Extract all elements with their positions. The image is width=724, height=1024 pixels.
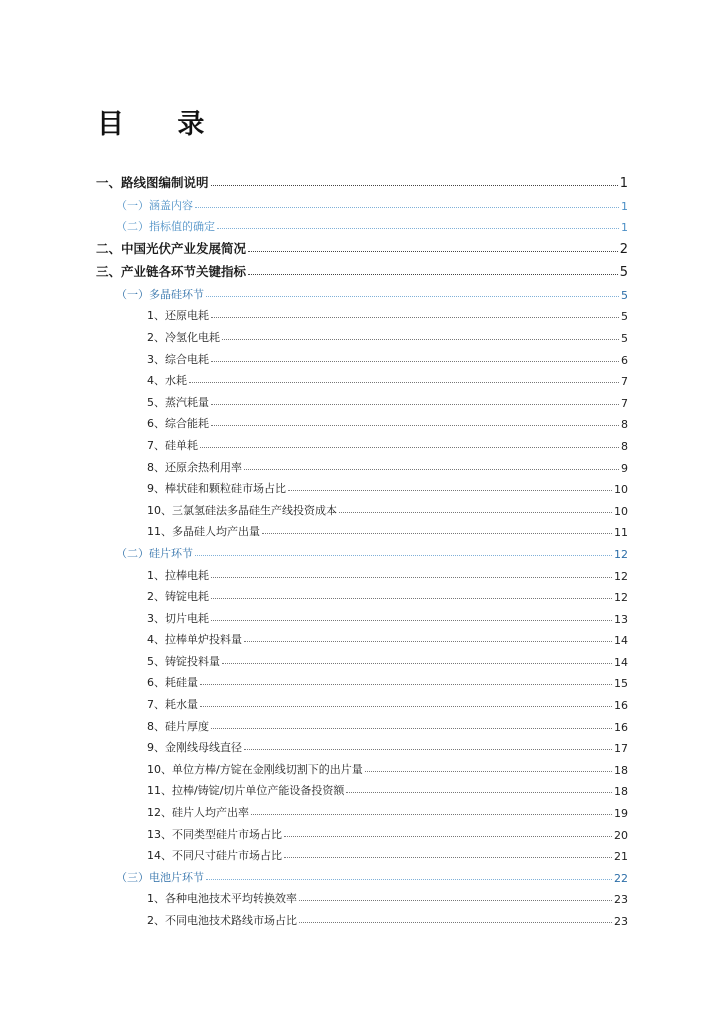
toc-entry-page-number: 5 <box>621 310 628 324</box>
toc-entry-level-3[interactable] <box>96 453 628 475</box>
toc-entry-label: 14、不同尺寸硅片市场占比 <box>147 849 282 863</box>
toc-entry-label: 6、综合能耗 <box>147 417 209 431</box>
toc-entry-level-3[interactable] <box>96 647 628 669</box>
dot-leader <box>262 532 612 534</box>
dot-leader <box>189 381 619 383</box>
dot-leader <box>200 446 619 448</box>
toc-entry-label: 一、路线图编制说明 <box>96 175 209 190</box>
toc-entry-label: 10、单位方棒/方锭在金刚线切割下的出片量 <box>147 762 363 776</box>
toc-entry-page-number: 5 <box>621 288 628 302</box>
toc-entry-page-number: 16 <box>614 699 628 713</box>
dot-leader <box>251 813 612 815</box>
dot-leader <box>222 662 612 664</box>
toc-entry-label: （一）涵盖内容 <box>116 198 193 212</box>
toc-entry-page-number: 13 <box>614 612 628 626</box>
toc-entry-label: 2、冷氢化电耗 <box>147 330 220 344</box>
toc-entry-page-number: 7 <box>621 375 628 389</box>
toc-entry-label: 3、综合电耗 <box>147 352 209 366</box>
toc-entry-level-3[interactable] <box>96 798 628 820</box>
toc-entry-label: 5、蒸汽耗量 <box>147 395 209 409</box>
toc-entry-page-number: 5 <box>619 265 628 281</box>
toc-entry-label: 10、三氯氢硅法多晶硅生产线投资成本 <box>147 503 337 517</box>
toc-entry-page-number: 18 <box>614 763 628 777</box>
toc-entry-level-3[interactable] <box>96 777 628 799</box>
toc-entry-page-number: 1 <box>621 199 628 213</box>
dot-leader <box>299 921 612 923</box>
toc-entry-page-number: 21 <box>614 850 628 864</box>
dot-leader <box>299 899 612 901</box>
toc-entry-level-3[interactable] <box>96 604 628 626</box>
toc-entry-label: 8、还原余热利用率 <box>147 460 242 474</box>
toc-entry-level-3[interactable] <box>96 367 628 389</box>
toc-entry-page-number: 19 <box>614 807 628 821</box>
toc-entry-level-3[interactable] <box>96 561 628 583</box>
toc-entry-label: 3、切片电耗 <box>147 611 209 625</box>
toc-entry-level-3[interactable] <box>96 885 628 907</box>
toc-entry-level-3[interactable] <box>96 410 628 432</box>
toc-entry-level-3[interactable] <box>96 842 628 864</box>
toc-entry-level-3[interactable] <box>96 431 628 453</box>
toc-entry-level-3[interactable] <box>96 669 628 691</box>
toc-entry-page-number: 2 <box>619 242 628 258</box>
toc-entry-page-number: 20 <box>614 828 628 842</box>
dot-leader <box>288 489 612 491</box>
toc-entry-page-number: 1 <box>619 176 628 191</box>
dot-leader <box>211 597 612 599</box>
toc-entry-page-number: 5 <box>621 331 628 345</box>
dot-leader <box>200 683 612 685</box>
dot-leader <box>284 856 612 858</box>
dot-leader <box>211 316 619 318</box>
toc-entry-page-number: 10 <box>614 483 628 497</box>
dot-leader <box>217 227 619 229</box>
toc-entry-level-2[interactable] <box>96 539 628 561</box>
dot-leader <box>200 705 612 707</box>
toc-entry-level-3[interactable] <box>96 906 628 928</box>
toc-entry-page-number: 12 <box>614 591 628 605</box>
dot-leader <box>244 468 619 470</box>
toc-entry-page-number: 10 <box>614 504 628 518</box>
toc-entry-label: 4、水耗 <box>147 374 187 388</box>
dot-leader <box>206 878 612 880</box>
toc-entry-level-1[interactable] <box>96 168 628 191</box>
table-of-contents <box>96 168 628 928</box>
dot-leader <box>222 338 619 340</box>
toc-entry-level-3[interactable] <box>96 583 628 605</box>
toc-entry-label: 9、棒状硅和颗粒硅市场占比 <box>147 482 286 496</box>
toc-entry-level-3[interactable] <box>96 626 628 648</box>
dot-leader <box>339 511 612 513</box>
toc-entry-level-3[interactable] <box>96 388 628 410</box>
toc-entry-level-3[interactable] <box>96 518 628 540</box>
toc-entry-level-3[interactable] <box>96 496 628 518</box>
toc-entry-label: 5、铸锭投料量 <box>147 654 220 668</box>
toc-entry-page-number: 11 <box>614 526 628 540</box>
toc-entry-page-number: 6 <box>621 353 628 367</box>
toc-entry-page-number: 12 <box>614 547 628 561</box>
toc-entry-level-2[interactable] <box>96 191 628 213</box>
toc-entry-page-number: 14 <box>614 634 628 648</box>
toc-entry-page-number: 8 <box>621 418 628 432</box>
toc-entry-level-1[interactable] <box>96 234 628 257</box>
toc-entry-level-2[interactable] <box>96 213 628 235</box>
dot-leader <box>211 576 612 578</box>
dot-leader <box>211 619 612 621</box>
dot-leader <box>211 727 612 729</box>
toc-entry-page-number: 17 <box>614 742 628 756</box>
toc-entry-page-number: 8 <box>621 439 628 453</box>
toc-entry-level-1[interactable] <box>96 257 628 280</box>
toc-entry-page-number: 15 <box>614 677 628 691</box>
toc-entry-label: 9、金刚线母线直径 <box>147 741 242 755</box>
toc-entry-page-number: 9 <box>621 461 628 475</box>
toc-entry-level-3[interactable] <box>96 690 628 712</box>
toc-entry-label: 11、拉棒/铸锭/切片单位产能设备投资额 <box>147 784 345 798</box>
toc-entry-page-number: 7 <box>621 396 628 410</box>
toc-entry-label: 6、耗硅量 <box>147 676 198 690</box>
dot-leader <box>211 403 619 405</box>
toc-entry-page-number: 1 <box>621 221 628 235</box>
dot-leader <box>244 640 612 642</box>
toc-entry-level-2[interactable] <box>96 863 628 885</box>
dot-leader <box>346 791 612 793</box>
toc-entry-label: 1、各种电池技术平均转换效率 <box>147 892 297 906</box>
toc-entry-level-3[interactable] <box>96 712 628 734</box>
dot-leader <box>244 748 612 750</box>
page-title: 目 录 <box>97 109 227 140</box>
toc-entry-label: 二、中国光伏产业发展简况 <box>96 241 247 257</box>
dot-leader <box>365 770 612 772</box>
dot-leader <box>206 295 619 297</box>
toc-entry-level-3[interactable] <box>96 302 628 324</box>
toc-entry-label: 11、多晶硅人均产出量 <box>147 525 260 539</box>
toc-entry-label: （一）多晶硅环节 <box>116 287 204 301</box>
dot-leader <box>211 184 618 186</box>
toc-entry-label: 12、硅片人均产出率 <box>147 806 249 820</box>
toc-entry-level-3[interactable] <box>96 820 628 842</box>
toc-entry-page-number: 14 <box>614 655 628 669</box>
toc-entry-label: 4、拉棒单炉投料量 <box>147 633 242 647</box>
toc-entry-level-3[interactable] <box>96 323 628 345</box>
toc-entry-page-number: 16 <box>614 720 628 734</box>
toc-entry-label: （二）硅片环节 <box>116 546 193 560</box>
toc-entry-level-2[interactable] <box>96 280 628 302</box>
toc-entry-page-number: 23 <box>614 915 628 928</box>
toc-entry-level-3[interactable] <box>96 475 628 497</box>
dot-leader <box>195 554 612 556</box>
toc-entry-label: 7、硅单耗 <box>147 438 198 452</box>
toc-entry-label: 1、拉棒电耗 <box>147 568 209 582</box>
toc-entry-page-number: 12 <box>614 569 628 583</box>
toc-entry-page-number: 23 <box>614 893 628 907</box>
toc-entry-page-number: 18 <box>614 785 628 799</box>
toc-entry-label: 1、还原电耗 <box>147 309 209 323</box>
toc-entry-level-3[interactable] <box>96 755 628 777</box>
dot-leader <box>211 424 619 426</box>
toc-entry-label: 2、铸锭电耗 <box>147 590 209 604</box>
toc-entry-label: （三）电池片环节 <box>116 870 204 884</box>
toc-entry-label: 13、不同类型硅片市场占比 <box>147 827 282 841</box>
toc-entry-level-3[interactable] <box>96 345 628 367</box>
toc-entry-label: 2、不同电池技术路线市场占比 <box>147 914 297 927</box>
toc-entry-label: 三、产业链各环节关键指标 <box>96 264 247 280</box>
toc-entry-label: 8、硅片厚度 <box>147 719 209 733</box>
toc-entry-label: （二）指标值的确定 <box>116 220 215 234</box>
toc-entry-label: 7、耗水量 <box>147 698 198 712</box>
toc-entry-level-3[interactable] <box>96 734 628 756</box>
dot-leader <box>248 273 618 275</box>
dot-leader <box>195 206 619 208</box>
dot-leader <box>248 250 618 252</box>
toc-entry-page-number: 22 <box>614 871 628 885</box>
dot-leader <box>284 835 612 837</box>
dot-leader <box>211 360 619 362</box>
